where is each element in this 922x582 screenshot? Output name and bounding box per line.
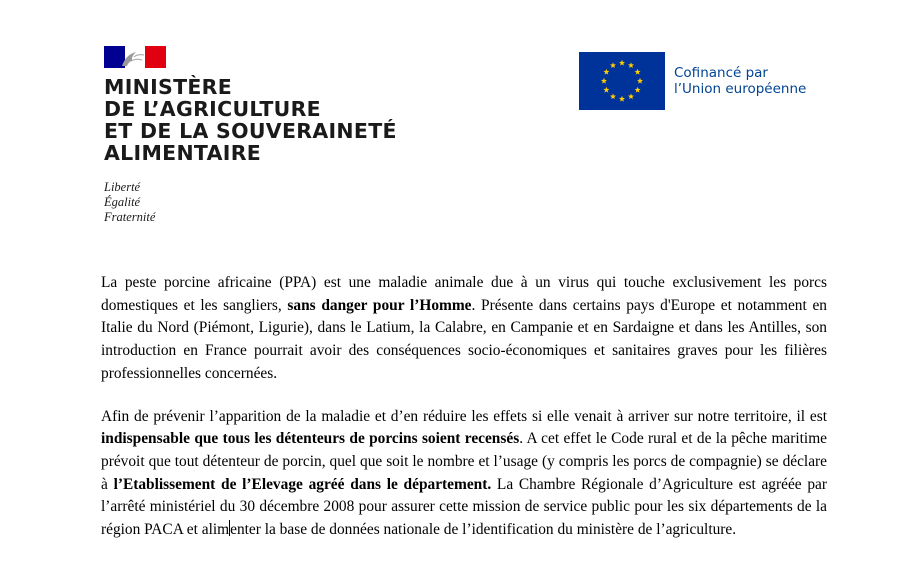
eu-star-icon [603, 69, 609, 75]
eu-star-icon [628, 62, 634, 68]
motto-line: Liberté [104, 180, 141, 194]
text-run: Afin de prévenir l’apparition de la maladie et d’en réduire les effets si elle venait à arriver sur notre territoire, il est [101, 407, 827, 425]
eu-star-icon [610, 93, 616, 99]
bold-text-run: sans danger pour l’Homme [287, 296, 472, 314]
paragraph-ppa-intro [101, 272, 827, 386]
paragraph-registration [101, 406, 827, 542]
text-run: La Chambre Régionale d’Agriculture est agréée par l’arrêté ministériel du 30 décembre 2008 pour assurer cette mission de service public pour les six départements de la région PACA et alim [101, 475, 827, 539]
text-run: . A cet effet le Code rural et de la pêche maritime prévoit que tout détenteur de porcin, quel que soit le nombre et l’usage (y compris les porcs de compagnie) se déclare à [101, 430, 827, 493]
eu-text-line: l’Union européenne [674, 81, 807, 97]
document-body [101, 272, 827, 542]
eu-flag-icon [579, 52, 665, 110]
ministry-name-line: DE L’AGRICULTURE [104, 97, 321, 121]
eu-star-icon [635, 87, 641, 93]
eu-cofunding-text [674, 65, 806, 97]
eu-star-icon [603, 87, 609, 93]
eu-cofunding-logo [579, 52, 819, 110]
eu-star-icon [619, 96, 625, 102]
eu-star-icon [628, 93, 634, 99]
text-run: . Présente dans certains pays d'Europe et notamment en Italie du Nord (Piémont, Ligurie), dans le Latium, la Calabre, en Campanie et en Sardaigne et dans les Antilles, son introduction en France pourrait avoir des conséquences socio-économiques et sanitaires graves pour les filières professionnelles concernées. [101, 296, 827, 382]
ministry-name-line: ALIMENTAIRE [104, 141, 262, 165]
motto-line: Fraternité [104, 210, 156, 224]
bold-text-run: indispensable que tous les détenteurs de porcins soient recensés [101, 430, 520, 448]
text-run: La peste porcine africaine (PPA) est une maladie animale due à un virus qui touche exclusivement les porcs domestiques et les sangliers, [101, 274, 827, 314]
eu-stars-icon [579, 52, 665, 110]
eu-star-icon [601, 78, 607, 84]
ministry-name-line: ET DE LA SOUVERAINETÉ [104, 119, 397, 143]
eu-star-icon [637, 78, 643, 84]
eu-star-icon [619, 60, 625, 66]
bold-text-run: l’Etablissement de l’Elevage agréé dans le département. [113, 475, 492, 493]
ministry-logo [100, 42, 430, 252]
motto-line: Égalité [104, 195, 141, 209]
ministry-name [104, 76, 397, 164]
french-flag-marianne-icon [104, 46, 166, 68]
republic-motto [104, 180, 155, 225]
eu-star-icon [610, 62, 616, 68]
ministry-name-line: MINISTÈRE [104, 75, 233, 99]
marianne-icon [118, 48, 148, 68]
eu-star-icon [635, 69, 641, 75]
text-run: enter la base de données nationale de l’identification du ministère de l’agriculture. [230, 521, 737, 539]
eu-text-line: Cofinancé par [674, 65, 768, 81]
